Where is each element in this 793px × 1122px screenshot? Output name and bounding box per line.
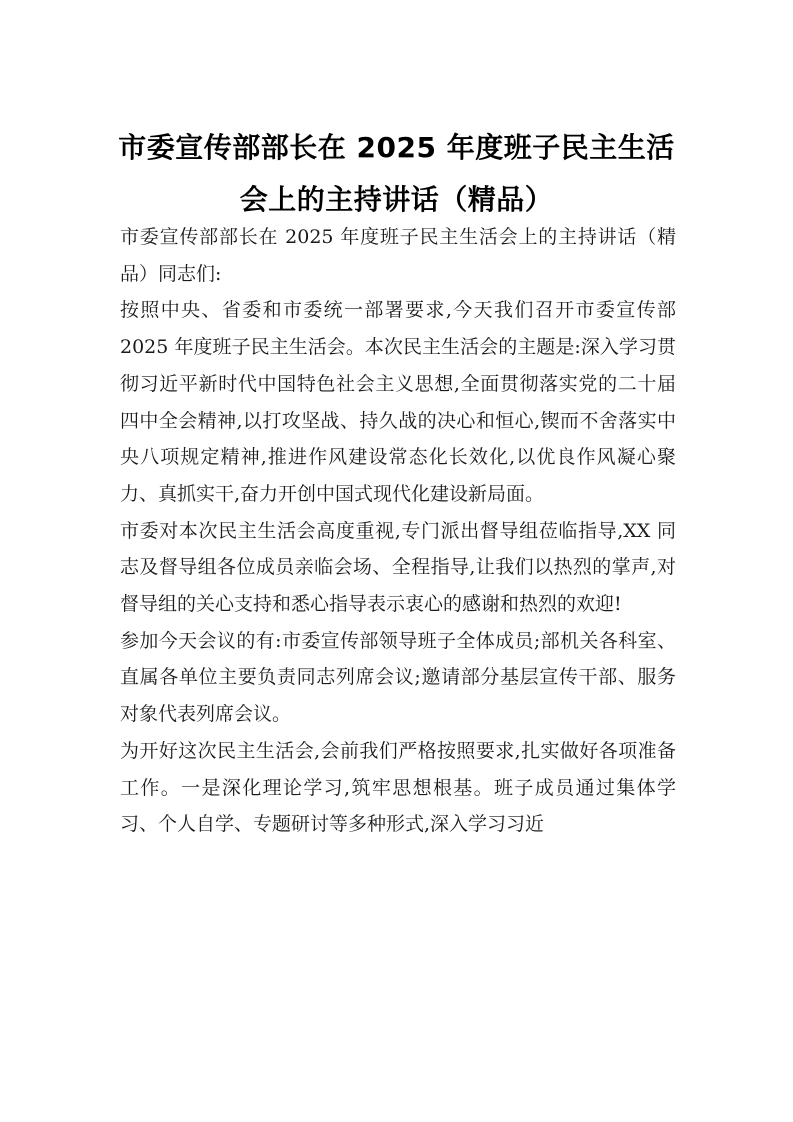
paragraph-purpose: 按照中央、省委和市委统一部署要求,今天我们召开市委宣传部 2025 年度班子民主生活会。本次民主生活会的主题是:深入学习贯彻习近平新时代中国特色社会主义思想,全面贯彻落实党的二十届四中全会精神,以打攻坚战、持久战的决心和恒心,锲而不舍落实中央八项规定精神,推进作风建设常态化长效化,以优良作风凝心聚力、真抓实干,奋力开创中国式现代化建设新局面。 — [120, 299, 676, 505]
title-line-1: 市委宣传部部长在 2025 年度班子民主生活 — [118, 131, 675, 164]
paragraph-guidance: 市委对本次民主生活会高度重视,专门派出督导组莅临指导,XX 同志及督导组各位成员亲临会场、全程指导,让我们以热烈的掌声,对督导组的关心支持和悉心指导表示衷心的感谢和热烈的欢迎! — [120, 519, 676, 616]
paragraph-preparation: 为开好这次民主生活会,会前我们严格按照要求,扎实做好各项准备工作。一是深化理论学习,筑牢思想根基。班子成员通过集体学习、个人自学、专题研讨等多种形式,深入学习习近 — [120, 739, 676, 836]
document-body — [120, 219, 676, 843]
paragraph-attendees: 参加今天会议的有:市委宣传部领导班子全体成员;部机关各科室、直属各单位主要负责同志列席会议;邀请部分基层宣传干部、服务对象代表列席会议。 — [120, 629, 676, 726]
title-line-2: 会上的主持讲话（精品） — [239, 183, 554, 216]
document-title — [110, 122, 683, 226]
paragraph-intro: 市委宣传部部长在 2025 年度班子民主生活会上的主持讲话（精品）同志们: — [120, 226, 676, 285]
